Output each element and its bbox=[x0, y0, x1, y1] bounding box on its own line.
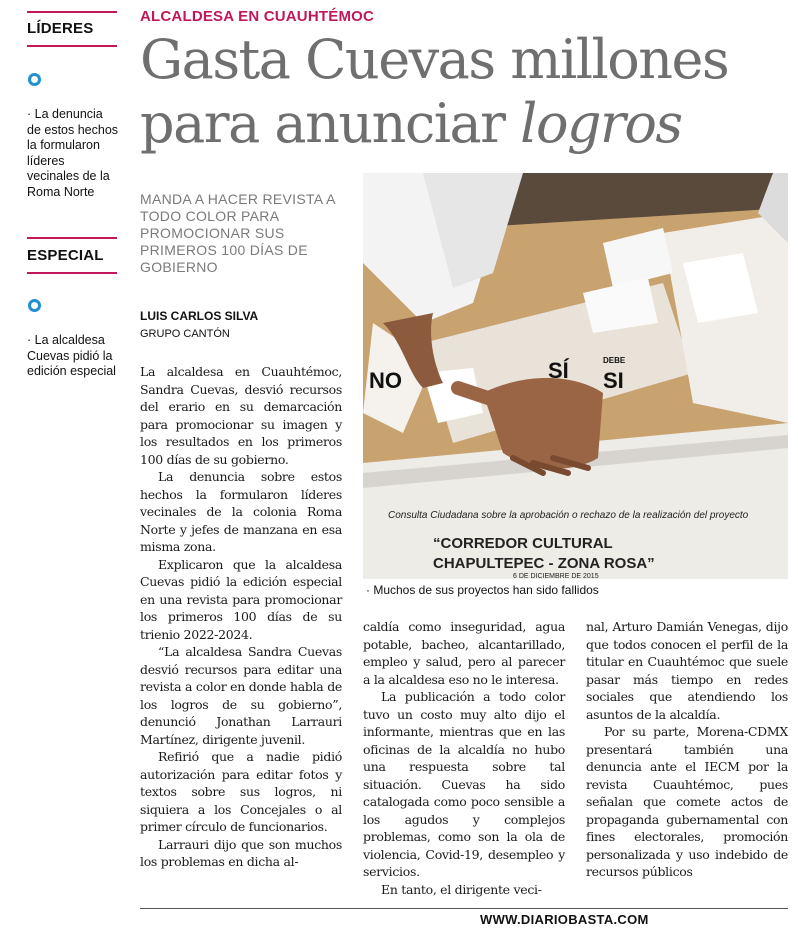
photo-caption: · Muchos de sus proyectos han sido fallidos bbox=[366, 583, 599, 597]
author-group: GRUPO CANTÓN bbox=[140, 328, 230, 340]
sidebar-heading-especial: ESPECIAL bbox=[27, 247, 104, 264]
headline-italic-word: logros bbox=[520, 92, 682, 155]
sidebar-rule bbox=[27, 237, 117, 239]
ballot-no-text: NO bbox=[369, 368, 402, 393]
sidebar-text-lideres: · La denuncia de estos hechos la formularon líderes vecinales de la Roma Norte bbox=[27, 107, 119, 199]
sidebar-text-especial: · La alcaldesa Cuevas pidió la edición especial bbox=[27, 333, 116, 378]
footer-url: WWW.DIARIOBASTA.COM bbox=[480, 912, 649, 927]
paragraph: La alcaldesa en Cuauhtémoc, Sandra Cuevas, desvió recursos del erario en su demarcación para promocionar su imagen y los resultados en los primeros 100 días de su gobierno. bbox=[140, 364, 342, 467]
ballot-debe-text: DEBE bbox=[603, 356, 626, 365]
paragraph: Explicaron que la alcaldesa Cuevas pidió la edición especial en una revista para promocionar los primeros 100 días de su trienio 2022-2024. bbox=[140, 556, 342, 642]
photo-consulta-text: Consulta Ciudadana sobre la aprobación o rechazo de la realización del proyecto bbox=[388, 510, 749, 521]
headline-line-2-text: para anunciar bbox=[140, 92, 505, 155]
photo-date-text: 6 DE DICIEMBRE DE 2015 bbox=[513, 573, 599, 579]
headline bbox=[140, 28, 795, 156]
paragraph: Larrauri dijo que son muchos los problemas en dicha al- bbox=[140, 836, 342, 869]
paragraph: La publicación a todo color tuvo un costo muy alto dijo el informante, mientras que en las oficinas de la alcaldía no hubo una respuesta sobre tal situación. Cuevas ha sido catalogada como poco sensible a los agudos y complejos problemas, como son la ola de violencia, Covid-19, desempleo y servicios. bbox=[363, 689, 565, 879]
circle-bullet-icon bbox=[28, 299, 41, 312]
sidebar-rule bbox=[27, 272, 117, 274]
body-column-1 bbox=[140, 363, 342, 871]
circle-bullet-icon bbox=[28, 73, 41, 86]
headline-line-1: Gasta Cuevas millones bbox=[140, 28, 729, 91]
body-column-3 bbox=[586, 618, 788, 881]
paragraph: Por su parte, Morena-CDMX presentará también una denuncia ante el IECM por la revista Cuauhtémoc, pues señalan que comete actos de propaganda gubernamental con fines electorales, promoción personalizada y uso indebido de recursos públicos bbox=[586, 724, 788, 879]
deck: MANDA A HACER REVISTA A TODO COLOR PARA PROMOCIONAR SUS PRIMEROS 100 DÍAS DE GOBIERNO bbox=[140, 191, 335, 275]
paragraph: La denuncia sobre estos hechos la formularon líderes vecinales de la colonia Roma Norte y jefes de manzana en esa misma zona. bbox=[140, 469, 342, 554]
photo-project-text: “CORREDOR CULTURAL bbox=[433, 535, 613, 552]
footer-rule bbox=[140, 908, 788, 909]
sidebar-rule bbox=[27, 11, 117, 13]
author: LUIS CARLOS SILVA bbox=[140, 309, 259, 323]
ballot-si-text: SÍ bbox=[548, 358, 569, 383]
paragraph: caldía como inseguridad, agua potable, bacheo, alcantarillado, empleo y salud, pero al parecer a la alcaldesa eso no le interesa. bbox=[363, 619, 565, 687]
paragraph: En tanto, el dirigente veci- bbox=[381, 881, 542, 897]
body-column-2 bbox=[363, 618, 565, 898]
paragraph: Refirió que a nadie pidió autorización para editar fotos y textos sobre sus logros, ni siquiera a los Concejales o al primer círculo de funcionarios. bbox=[140, 749, 342, 834]
paragraph: “La alcaldesa Sandra Cuevas desvió recursos para editar una revista a color en donde habla de los logros de su gobierno”, denunció Jonathan Larrauri Martínez, dirigente juvenil. bbox=[140, 644, 342, 747]
headline-line-2 bbox=[140, 92, 795, 156]
sidebar-heading-lideres: LÍDERES bbox=[27, 20, 94, 37]
paragraph: nal, Arturo Damián Venegas, dijo que todos conocen el perfil de la titular en Cuauhtémoc que suele pasar más tiempo en redes sociales que atendiendo los asuntos de la alcaldía. bbox=[586, 619, 788, 722]
kicker: ALCALDESA EN CUAUHTÉMOC bbox=[140, 8, 375, 25]
ballot-photo-illustration bbox=[363, 173, 788, 579]
photo-zone-text: CHAPULTEPEC - ZONA ROSA” bbox=[433, 555, 655, 572]
ballot-photo bbox=[363, 173, 788, 579]
ballot-si-text: SI bbox=[603, 368, 624, 393]
sidebar-rule bbox=[27, 45, 117, 47]
